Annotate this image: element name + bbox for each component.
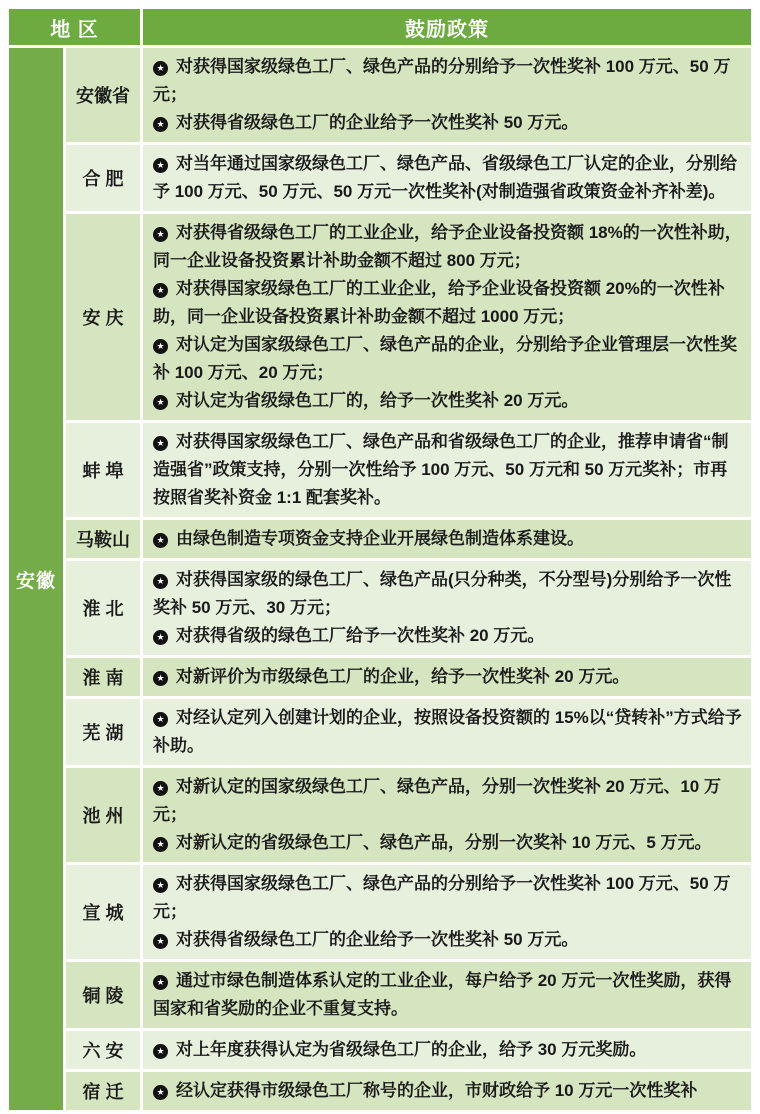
policy-item: [153, 926, 743, 954]
policy-cell: [143, 48, 751, 142]
table-row: [9, 962, 751, 1028]
policy-item: [153, 566, 743, 622]
star-circle-bullet-icon: [153, 283, 168, 298]
city-cell: 蚌 埠: [66, 423, 140, 517]
star-circle-bullet-icon: [153, 339, 168, 354]
star-circle-bullet-icon: [153, 158, 168, 173]
policy-cell: [143, 699, 751, 765]
star-glyph: ★: [156, 1087, 165, 1097]
policy-text: 对当年通过国家级绿色工厂、绿色产品、省级绿色工厂认定的企业，分别给予 100 万元、50 万元、50 万元一次性奖补(对制造强省政策资金补齐补差)。: [153, 154, 737, 201]
policy-item: [153, 150, 743, 206]
policy-text: 对新认定的省级绿色工厂、绿色产品，分别一次奖补 10 万元、5 万元。: [176, 833, 712, 852]
policy-item: [153, 870, 743, 926]
policy-text: 对获得国家级绿色工厂、绿色产品和省级绿色工厂的企业，推荐申请省“制造强省”政策支持，分别一次性给予 100 万元、50 万元和 50 万元奖补；市再按照省奖补资金 1:1 配套奖补。: [153, 432, 729, 507]
header-region: 地 区: [9, 9, 140, 45]
policy-item: [153, 109, 743, 137]
table-row: [9, 658, 751, 696]
table-row: [9, 768, 751, 862]
star-circle-bullet-icon: [153, 61, 168, 76]
policy-item: [153, 773, 743, 829]
province-cell: [9, 48, 63, 1110]
policy-text: 对认定为省级绿色工厂的，给予一次性奖补 20 万元。: [176, 391, 579, 410]
policy-cell: [143, 423, 751, 517]
policy-cell: [143, 1031, 751, 1069]
star-glyph: ★: [156, 535, 165, 545]
city-cell: 池 州: [66, 768, 140, 862]
policy-item: [153, 219, 743, 275]
incentive-policy-table: [6, 6, 754, 1113]
policy-text: 对获得省级绿色工厂的工业企业，给予企业设备投资额 18%的一次性补助，同一企业设备投资累计补助金额不超过 800 万元；: [153, 223, 742, 270]
star-glyph: ★: [156, 714, 165, 724]
star-circle-bullet-icon: [153, 671, 168, 686]
star-glyph: ★: [156, 397, 165, 407]
policy-text: 由绿色制造专项资金支持企业开展绿色制造体系建设。: [176, 529, 584, 548]
star-circle-bullet-icon: [153, 395, 168, 410]
policy-text: 对获得省级绿色工厂的企业给予一次性奖补 50 万元。: [176, 930, 579, 949]
table-row: [9, 48, 751, 142]
city-cell: 安 庆: [66, 214, 140, 420]
star-glyph: ★: [156, 880, 165, 890]
city-cell: 宣 城: [66, 865, 140, 959]
policy-text: 对获得国家级绿色工厂的工业企业，给予企业设备投资额 20%的一次性补助，同一企业设备投资累计补助金额不超过 1000 万元；: [153, 279, 725, 326]
policy-text: 经认定获得市级绿色工厂称号的企业，市财政给予 10 万元一次性奖补: [176, 1081, 698, 1100]
table-row: [9, 145, 751, 211]
city-cell: 安徽省: [66, 48, 140, 142]
star-circle-bullet-icon: [153, 878, 168, 893]
table-body: [9, 48, 751, 1110]
star-glyph: ★: [156, 576, 165, 586]
star-glyph: ★: [156, 438, 165, 448]
policy-cell: [143, 1072, 751, 1110]
table-row: [9, 1031, 751, 1069]
policy-item: [153, 1036, 743, 1064]
star-circle-bullet-icon: [153, 630, 168, 645]
policy-cell: [143, 214, 751, 420]
star-glyph: ★: [156, 977, 165, 987]
header-policy: 鼓励政策: [143, 9, 751, 45]
policy-text: 对新认定的国家级绿色工厂、绿色产品，分别一次性奖补 20 万元、10 万元；: [153, 777, 721, 824]
policy-item: [153, 829, 743, 857]
star-circle-bullet-icon: [153, 533, 168, 548]
table-row: [9, 423, 751, 517]
star-circle-bullet-icon: [153, 574, 168, 589]
star-circle-bullet-icon: [153, 117, 168, 132]
star-glyph: ★: [156, 839, 165, 849]
star-glyph: ★: [156, 783, 165, 793]
policy-text: 对新评价为市级绿色工厂的企业，给予一次性奖补 20 万元。: [176, 667, 630, 686]
city-cell: 铜 陵: [66, 962, 140, 1028]
policy-text: 对获得省级的绿色工厂给予一次性奖补 20 万元。: [176, 626, 545, 645]
star-circle-bullet-icon: [153, 837, 168, 852]
policy-cell: [143, 768, 751, 862]
policy-item: [153, 663, 743, 691]
star-glyph: ★: [156, 160, 165, 170]
policy-item: [153, 1077, 743, 1105]
policy-item: [153, 428, 743, 512]
star-circle-bullet-icon: [153, 1044, 168, 1059]
table-row: [9, 214, 751, 420]
policy-text: 对认定为国家级绿色工厂、绿色产品的企业，分别给予企业管理层一次性奖补 100 万元、20 万元；: [153, 335, 737, 382]
policy-item: [153, 967, 743, 1023]
city-cell: 宿 迁: [66, 1072, 140, 1110]
city-cell: 合 肥: [66, 145, 140, 211]
policy-cell: [143, 145, 751, 211]
policy-cell: [143, 962, 751, 1028]
policy-text: 对获得国家级的绿色工厂、绿色产品(只分种类，不分型号)分别给予一次性奖补 50 万元、30 万元；: [153, 570, 732, 617]
policy-text: 对获得省级绿色工厂的企业给予一次性奖补 50 万元。: [176, 113, 579, 132]
policy-text: 对获得国家级绿色工厂、绿色产品的分别给予一次性奖补 100 万元、50 万元；: [153, 57, 731, 104]
policy-item: [153, 275, 743, 331]
star-glyph: ★: [156, 632, 165, 642]
star-glyph: ★: [156, 285, 165, 295]
star-circle-bullet-icon: [153, 712, 168, 727]
table-row: [9, 699, 751, 765]
star-circle-bullet-icon: [153, 934, 168, 949]
table-row: [9, 561, 751, 655]
province-label: 安徽: [15, 570, 56, 592]
star-circle-bullet-icon: [153, 781, 168, 796]
star-circle-bullet-icon: [153, 227, 168, 242]
star-circle-bullet-icon: [153, 436, 168, 451]
policy-text: 对上年度获得认定为省级绿色工厂的企业，给予 30 万元奖励。: [176, 1040, 647, 1059]
policy-item: [153, 331, 743, 387]
star-glyph: ★: [156, 341, 165, 351]
star-circle-bullet-icon: [153, 975, 168, 990]
header-row: [9, 9, 751, 45]
star-glyph: ★: [156, 63, 165, 73]
star-glyph: ★: [156, 936, 165, 946]
policy-text: 通过市绿色制造体系认定的工业企业，每户给予 20 万元一次性奖励，获得国家和省奖励的企业不重复支持。: [153, 971, 732, 1018]
table-row: [9, 865, 751, 959]
policy-cell: [143, 561, 751, 655]
policy-item: [153, 53, 743, 109]
policy-text: 对经认定列入创建计划的企业，按照设备投资额的 15%以“贷转补”方式给予补助。: [153, 708, 742, 755]
star-glyph: ★: [156, 119, 165, 129]
policy-item: [153, 704, 743, 760]
policy-text: 对获得国家级绿色工厂、绿色产品的分别给予一次性奖补 100 万元、50 万元；: [153, 874, 731, 921]
policy-cell: [143, 865, 751, 959]
star-glyph: ★: [156, 229, 165, 239]
star-glyph: ★: [156, 673, 165, 683]
table-row: [9, 1072, 751, 1110]
policy-cell: [143, 520, 751, 558]
city-cell: 淮 北: [66, 561, 140, 655]
city-cell: 芜 湖: [66, 699, 140, 765]
city-cell: 马鞍山: [66, 520, 140, 558]
city-cell: 六 安: [66, 1031, 140, 1069]
policy-item: [153, 622, 743, 650]
table-row: [9, 520, 751, 558]
policy-item: [153, 387, 743, 415]
policy-item: [153, 525, 743, 553]
policy-cell: [143, 658, 751, 696]
star-circle-bullet-icon: [153, 1085, 168, 1100]
city-cell: 淮 南: [66, 658, 140, 696]
star-glyph: ★: [156, 1046, 165, 1056]
